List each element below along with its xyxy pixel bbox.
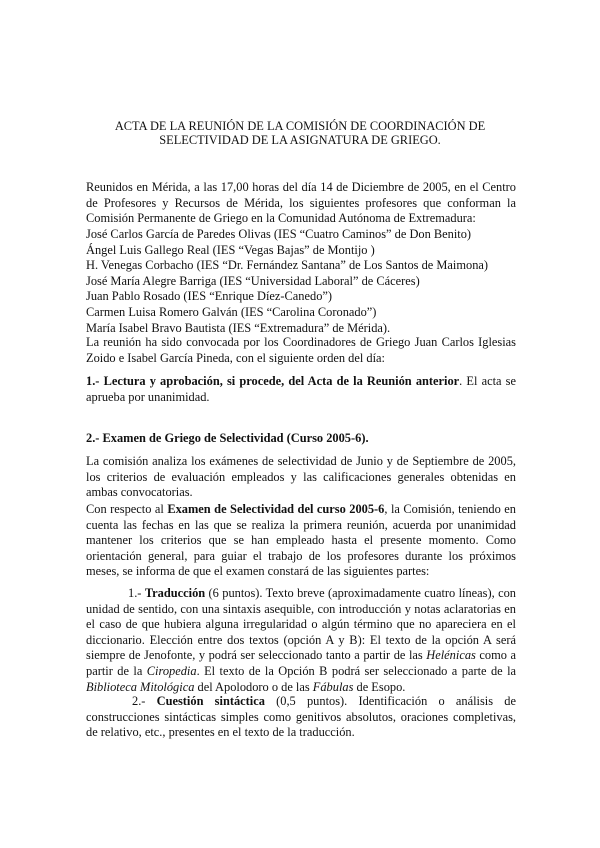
exam-paragraph-text: , la Comisión, teniendo en cuenta las fechas en las que se realiza la primera reunión, acuerda por unanimidad mantener los criterios que se han empleado hasta el presente momento. Como orientación general, para guiar el trabajo de los profesores durante los próximos meses, se informa de que el examen constará de las siguientes partes: [86, 502, 517, 579]
exam-title: Examen de Selectividad del curso 2005-6 [167, 502, 385, 516]
agenda-item-1-text: . El acta se aprueba por unanimidad. [86, 374, 516, 404]
part-1-work-ciropedia: Ciropedia [146, 663, 197, 678]
intro-paragraph: Reunidos en Mérida, a las 17,00 horas del día 14 de Diciembre de 2005, en el Centro de Profesores y Recursos de Mérida, los siguientes profesores que conforman la Comisión Permanente de Griego en la Comunidad Autónoma de Extremadura: [86, 180, 516, 226]
part-1-text: (6 puntos). Texto breve (aproximadamente cuatro líneas), con unidad de sentido, con una sintaxis asequible, con introducción y notas aclaratorias en el caso de que hubiera alguna irregularidad o algún término que no apareciera en el diccionario. Elección entre dos textos (opción A y B): El texto de la opción A será siempre de Jenofonte, y podrá ser seleccionado tanto a partir de las [86, 586, 516, 663]
part-2-number: 2.- [132, 694, 157, 708]
agenda-item-2-heading-text: 2.- Examen de Griego de Selectividad (Curso 2005-6). [86, 431, 369, 445]
part-1-number: 1.- [128, 586, 145, 600]
title-line-1: ACTA DE LA REUNIÓN DE LA COMISIÓN DE COORDINACIÓN DE [114, 119, 486, 133]
attendee-item: Juan Pablo Rosado (IES “Enrique Díez-Canedo”) [86, 289, 333, 304]
exam-paragraph-prefix: Con respecto al [86, 502, 168, 516]
part-1-work-biblioteca: Biblioteca Mitológica [86, 679, 195, 694]
document-title [80, 119, 520, 148]
title-line-2: SELECTIVIDAD DE LA ASIGNATURA DE GRIEGO. [159, 133, 441, 148]
exam-part-2 [86, 694, 516, 741]
agenda-item-1 [86, 374, 516, 405]
agenda-item-1-heading: 1.- Lectura y aprobación, si procede, del Acta de la Reunión anterior [86, 374, 460, 388]
part-1-text: como a partir de la [86, 648, 516, 678]
part-2-name: Cuestión sintáctica [156, 694, 265, 708]
attendee-list [86, 227, 516, 336]
part-1-text: del Apolodoro o de las [194, 679, 313, 694]
part-1-work-fabulas: Fábulas [312, 679, 354, 694]
agenda-item-2-heading [86, 431, 516, 447]
part-2-text: (0,5 puntos). Identificación o análisis de construcciones sintácticas simples como genitivos absolutos, oraciones completivas, de relativo, etc., presentes en el texto de la traducción. [86, 694, 516, 740]
convocation-paragraph: La reunión ha sido convocada por los Coordinadores de Griego Juan Carlos Iglesias Zoido e Isabel García Pineda, con el siguiente orden del día: [86, 335, 516, 365]
attendee-item: Ángel Luis Gallego Real (IES “Vegas Bajas” de Montijo ) [86, 242, 375, 257]
exam-paragraph [86, 502, 516, 580]
part-1-text: de Esopo. [353, 679, 406, 694]
part-1-work-helenicas: Helénicas [426, 648, 476, 663]
analysis-paragraph: La comisión analiza los exámenes de selectividad de Junio y de Septiembre de 2005, los criterios de evaluación empleados y las calificaciones generales obtenidas en ambas convocatorias. [86, 454, 516, 500]
attendee-item: H. Venegas Corbacho (IES “Dr. Fernández Santana” de Los Santos de Maimona) [86, 258, 489, 273]
part-1-text: . El texto de la Opción B podrá ser seleccionado a parte de la [196, 663, 517, 678]
part-1-name: Traducción [144, 586, 206, 600]
attendee-item: José María Alegre Barriga (IES “Universidad Laboral” de Cáceres) [86, 273, 420, 288]
attendee-item: José Carlos García de Paredes Olivas (IES “Cuatro Caminos” de Don Benito) [86, 227, 472, 241]
exam-part-1 [86, 586, 516, 695]
attendee-item: Carmen Luisa Romero Galván (IES “Carolina Coronado”) [86, 304, 377, 319]
attendee-item: María Isabel Bravo Bautista (IES “Extremadura” de Mérida). [86, 320, 391, 335]
